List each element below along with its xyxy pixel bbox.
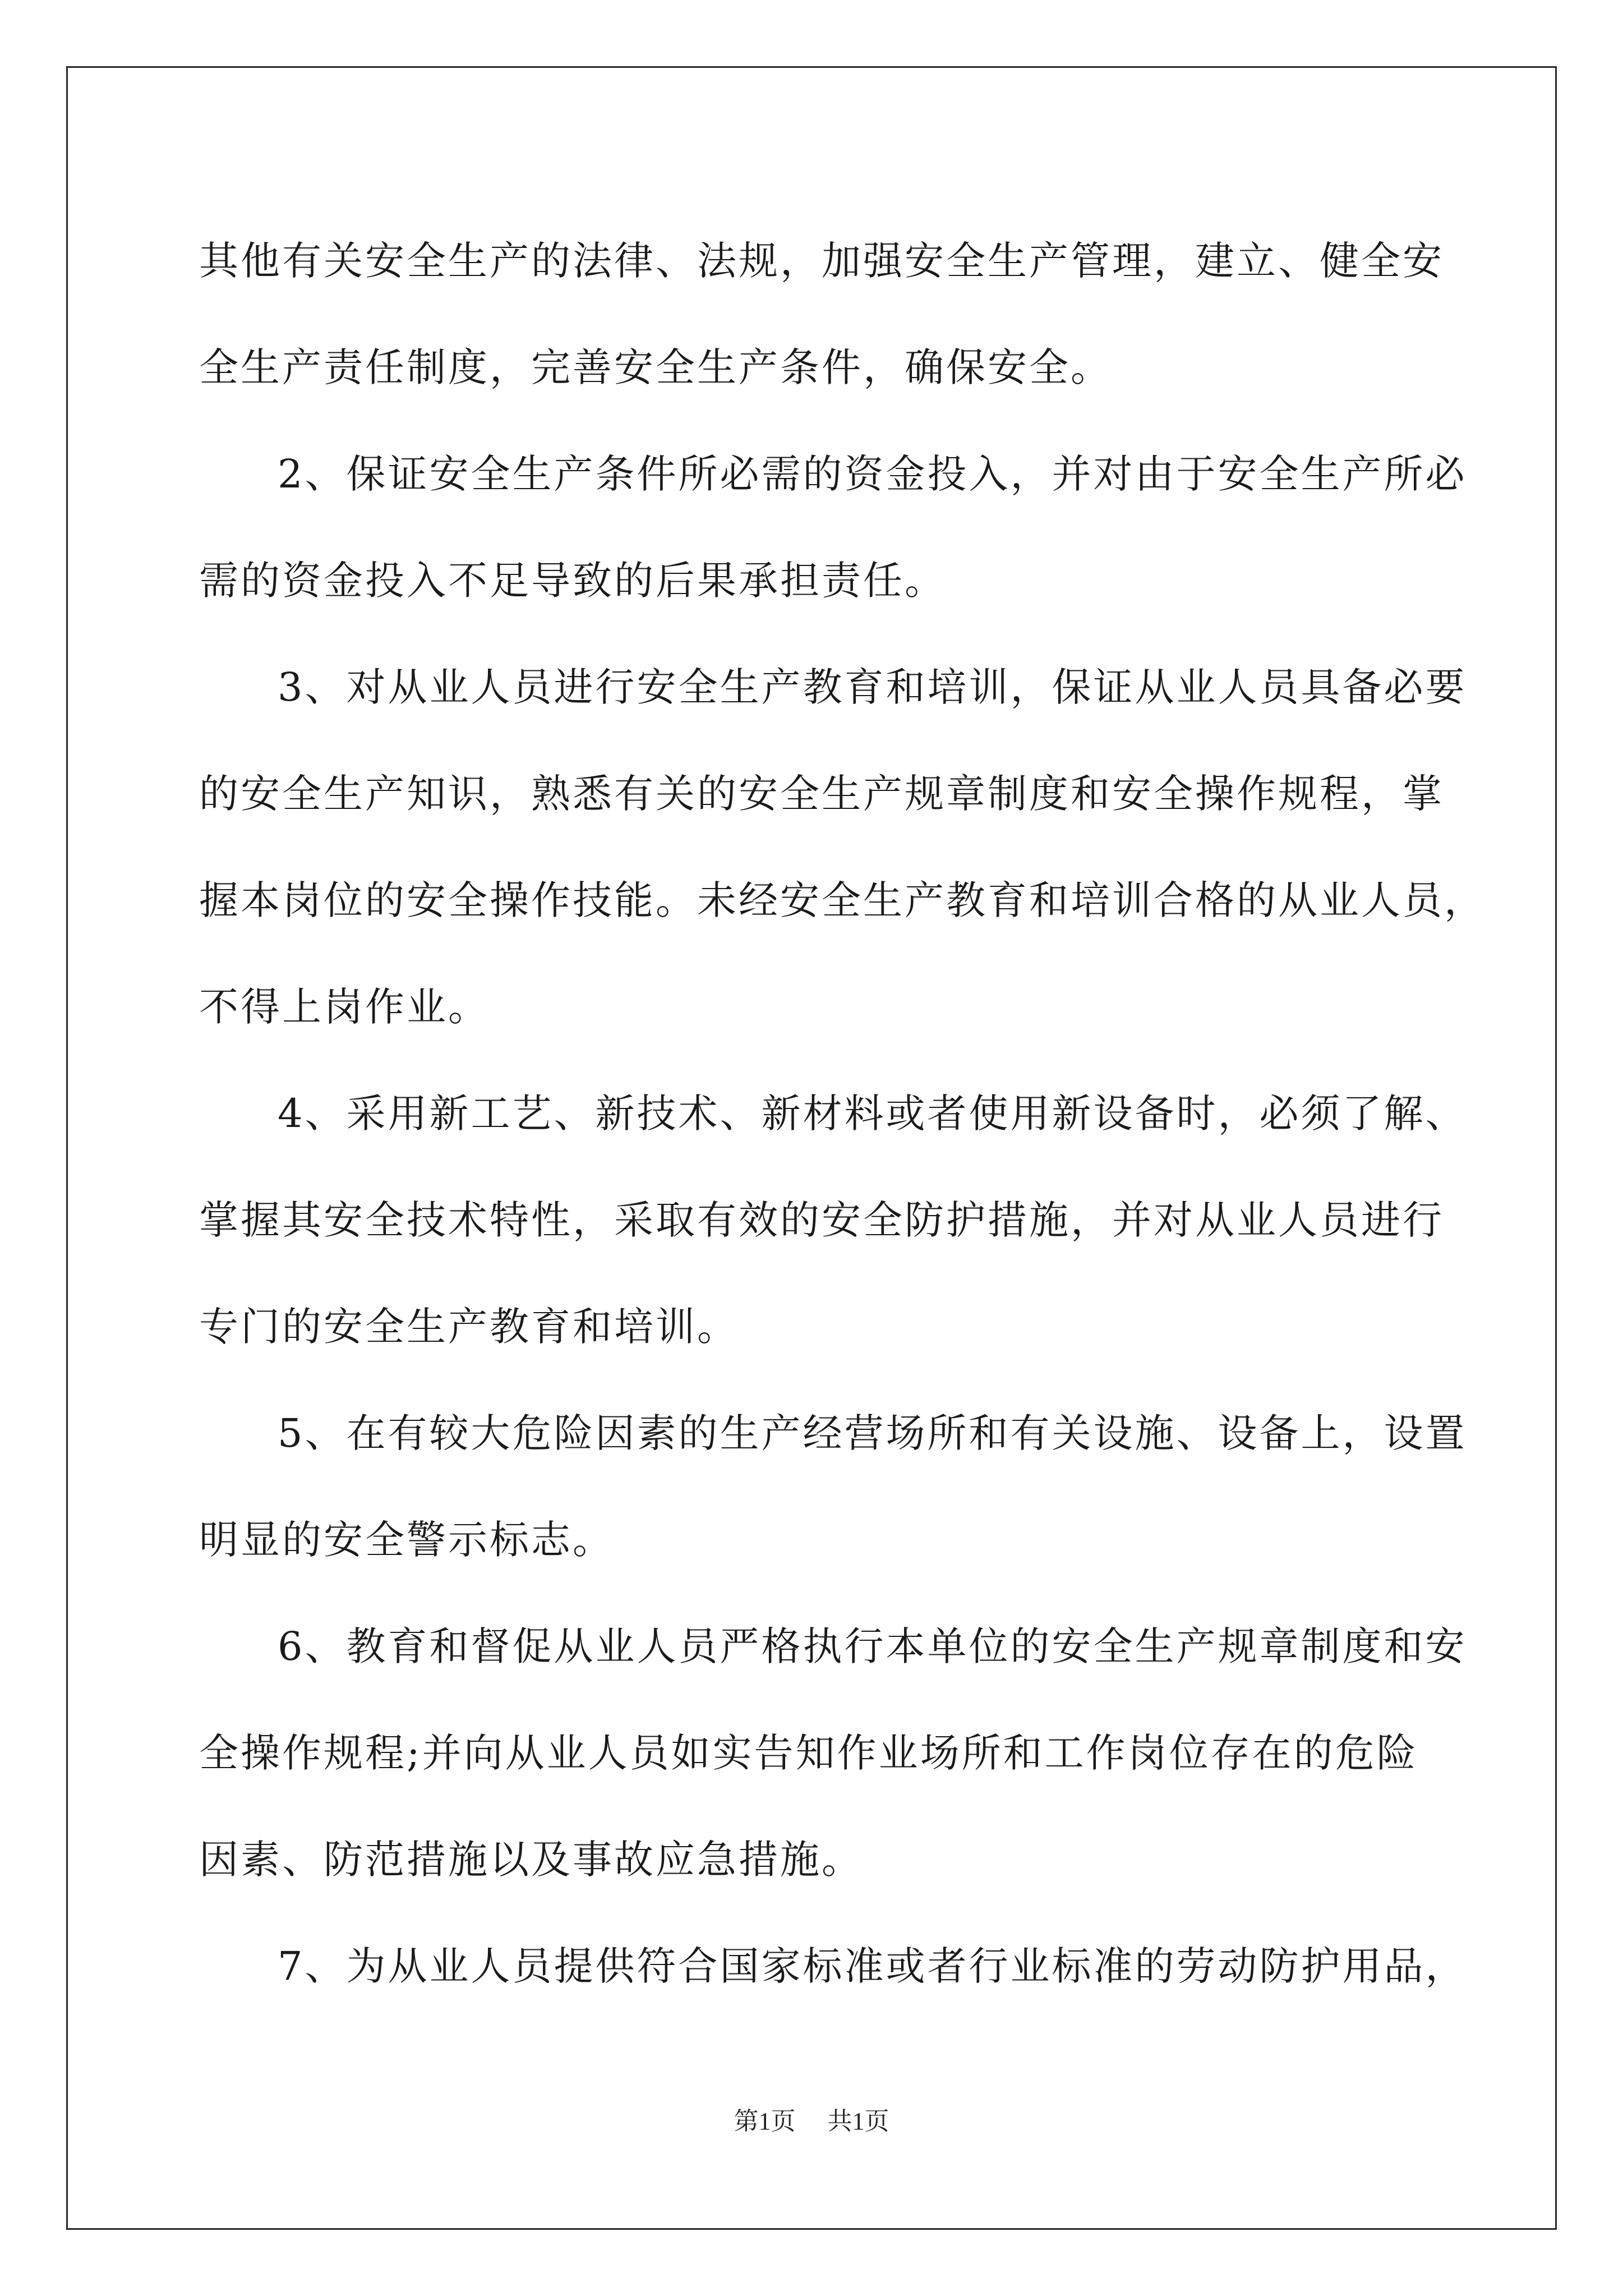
text-line: 5、在有较大危险因素的生产经营场所和有关设施、设备上，设置 bbox=[278, 1410, 1467, 1456]
text-line: 3、对从业人员进行安全生产教育和培训，保证从业人员具备必要 bbox=[278, 664, 1467, 710]
paragraph-1 bbox=[199, 208, 1444, 421]
paragraph-7 bbox=[199, 1913, 1467, 2019]
text-line: 需的资金投入不足导致的后果承担责任。 bbox=[199, 558, 946, 604]
paragraph-5 bbox=[199, 1380, 1467, 1593]
page-total: 共1页 bbox=[827, 2108, 889, 2135]
text-line: 握本岗位的安全操作技能。未经安全生产教育和培训合格的从业人员， bbox=[199, 877, 1486, 923]
text-line: 全生产责任制度，完善安全生产条件，确保安全。 bbox=[199, 344, 1112, 390]
text-line: 全操作规程;并向从业人员如实告知作业场所和工作岗位存在的危险 bbox=[199, 1730, 1418, 1776]
text-line: 2、保证安全生产条件所必需的资金投入，并对由于安全生产所必 bbox=[278, 451, 1467, 497]
document-body bbox=[199, 208, 1486, 2019]
paragraph-2 bbox=[199, 421, 1467, 634]
text-line: 6、教育和督促从业人员严格执行本单位的安全生产规章制度和安 bbox=[278, 1623, 1467, 1669]
paragraph-3 bbox=[199, 634, 1486, 1060]
text-line: 4、采用新工艺、新技术、新材料或者使用新设备时，必须了解、 bbox=[278, 1091, 1467, 1137]
text-line: 7、为从业人员提供符合国家标准或者行业标准的劳动防护用品， bbox=[278, 1943, 1467, 1989]
text-line: 其他有关安全生产的法律、法规，加强安全生产管理，建立、健全安 bbox=[199, 238, 1444, 284]
page-footer bbox=[0, 2101, 1623, 2137]
text-line: 因素、防范措施以及事故应急措施。 bbox=[199, 1837, 863, 1883]
text-line: 明显的安全警示标志。 bbox=[199, 1517, 614, 1563]
text-line: 掌握其安全技术特性，采取有效的安全防护措施，并对从业人员进行 bbox=[199, 1197, 1444, 1243]
paragraph-6 bbox=[199, 1593, 1467, 1913]
text-line: 专门的安全生产教育和培训。 bbox=[199, 1304, 739, 1350]
text-line: 的安全生产知识，熟悉有关的安全生产规章制度和安全操作规程，掌 bbox=[199, 771, 1444, 817]
text-line: 不得上岗作业。 bbox=[199, 984, 490, 1030]
page-number: 第1页 bbox=[734, 2108, 796, 2135]
paragraph-4 bbox=[199, 1060, 1467, 1380]
